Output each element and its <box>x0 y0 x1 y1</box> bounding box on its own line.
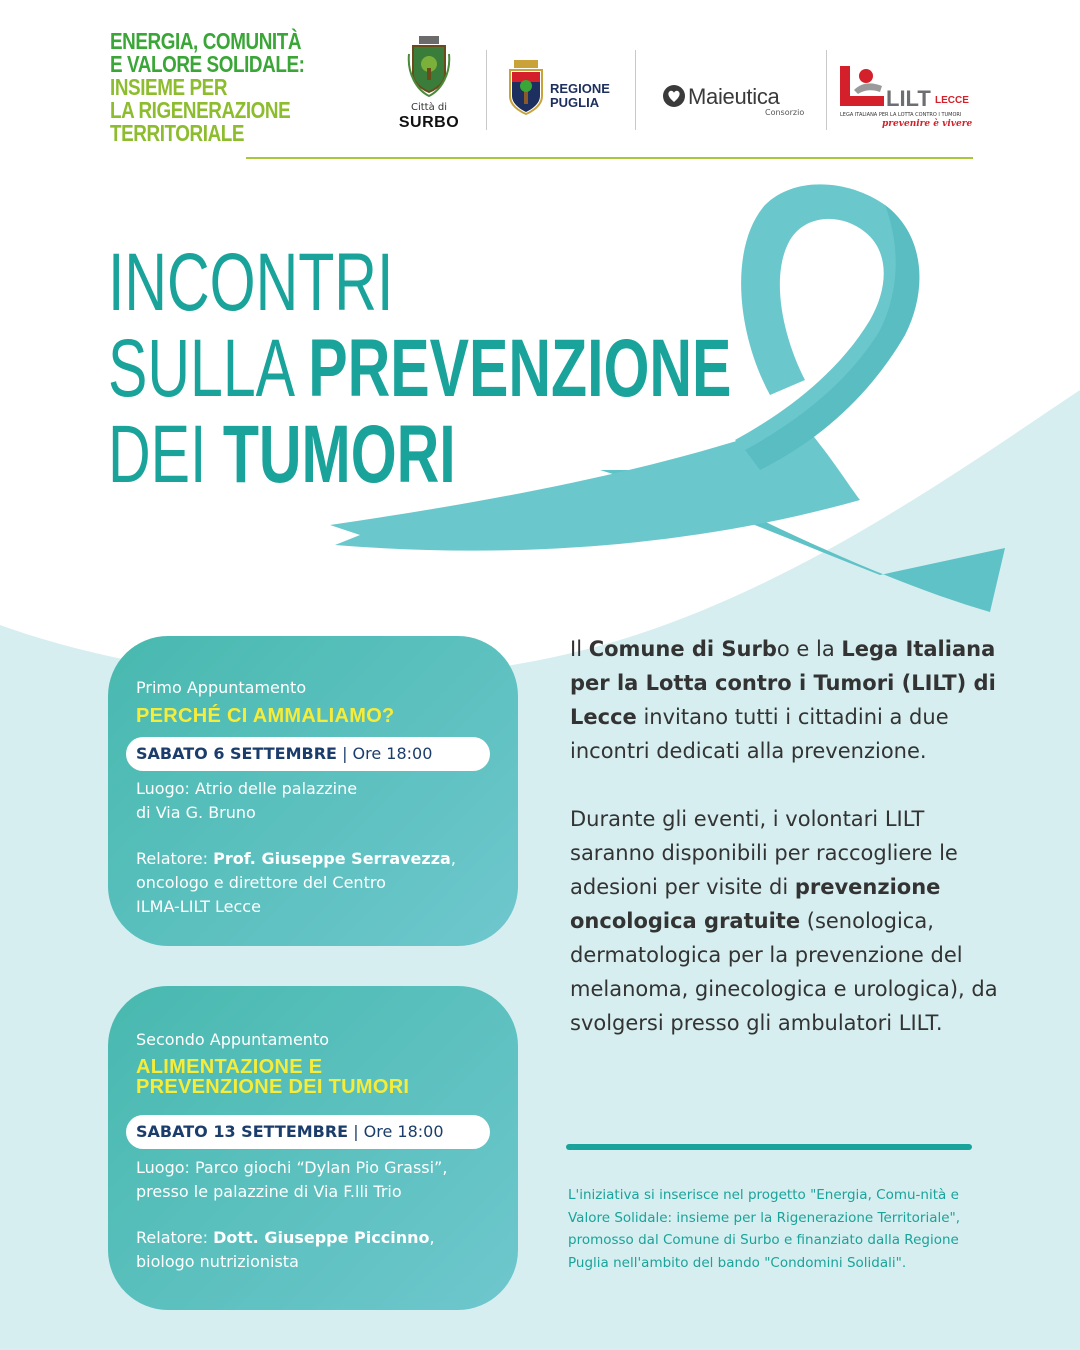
maieutica-heart-icon <box>662 84 686 108</box>
project-title-line: ENERGIA, COMUNITÀ <box>110 28 302 54</box>
main-title <box>108 237 732 500</box>
lilt-subtitle: LEGA ITALIANA PER LA LOTTA CONTRO I TUMORI <box>840 112 962 118</box>
title-bold: PREVENZIONE <box>308 323 732 414</box>
project-title <box>110 30 305 145</box>
title-line: INCONTRI <box>108 237 394 328</box>
project-note: L'iniziativa si inserisce nel progetto "Energia, Comu-nità e Valore Solidale: insieme per la Rigenerazione Territoriale", promosso dal Comune di Surbo e finanziato dalla Regione Puglia nell'ambito del bando "Condomini Solidali". <box>568 1187 961 1271</box>
logo-separator <box>635 50 636 130</box>
event-place-line: Luogo: Parco giochi “Dylan Pio Grassi”, <box>136 1158 448 1177</box>
lilt-city: LECCE <box>935 95 969 106</box>
project-title-line: LA RIGENERAZIONE <box>110 97 291 123</box>
event-card-first <box>108 636 518 946</box>
event-date-pill <box>126 737 490 771</box>
text-run-bold: Comune di Surb <box>588 637 777 661</box>
event-place-line: presso le palazzine di Via F.lli Trio <box>136 1182 402 1201</box>
title-thin: DEI <box>108 409 223 500</box>
event-time: | Ore 18:00 <box>336 744 433 763</box>
event-card-second <box>108 986 518 1310</box>
event-topic: ALIMENTAZIONE E <box>136 1056 323 1078</box>
logo-separator <box>486 50 487 130</box>
text-run: invitano tutti i cittadini a due incontri dedicati alla prevenzione. <box>570 705 949 763</box>
text-divider <box>566 1144 972 1150</box>
speaker-role: oncologo e direttore del Centro <box>136 873 386 892</box>
text-run: (senologica, dermatologica per la prevenzione del melanoma, ginecologica e urologica), da svolgersi presso gli ambulatori LILT. <box>570 909 998 1035</box>
speaker-name: Prof. Giuseppe Serravezza <box>213 849 451 868</box>
title-bold: TUMORI <box>222 409 456 500</box>
event-time: | Ore 18:00 <box>348 1122 444 1141</box>
event-kicker: Secondo Appuntamento <box>136 1030 330 1049</box>
event-kicker: Primo Appuntamento <box>136 678 307 697</box>
maieutica-sub: Consorzio <box>765 108 805 117</box>
header-divider <box>246 157 973 159</box>
surbo-name: SURBO <box>398 114 460 131</box>
regione-puglia-text <box>550 82 610 110</box>
project-title-line: INSIEME PER <box>110 74 228 100</box>
puglia-emblem-icon <box>508 60 544 116</box>
event-place-line: Luogo: Atrio delle palazzine <box>136 779 358 798</box>
event-date: SABATO 6 SETTEMBRE <box>136 744 337 763</box>
speaker-prefix: Relatore: <box>136 849 214 868</box>
project-title-line: E VALORE SOLIDALE: <box>110 51 305 77</box>
maieutica-name: Maieutica <box>688 84 780 109</box>
event-speaker <box>136 847 456 919</box>
event-place <box>136 1156 447 1204</box>
lilt-logo-icon <box>836 62 890 112</box>
speaker-role: ILMA-LILT Lecce <box>136 897 261 916</box>
puglia-line: PUGLIA <box>550 95 600 110</box>
title-thin: SULLA <box>108 323 309 414</box>
coat-of-arms-icon <box>407 34 451 98</box>
event-topic: PERCHÉ CI AMMALIAMO? <box>136 705 395 727</box>
lilt-name: LILT <box>886 86 931 111</box>
text-run-bold: prevenzione oncologica gratuite <box>570 875 941 933</box>
puglia-line: REGIONE <box>550 81 610 96</box>
event-place-line: di Via G. Bruno <box>136 803 256 822</box>
event-speaker <box>136 1226 435 1274</box>
event-topic: PREVENZIONE DEI TUMORI <box>136 1076 410 1098</box>
text-run: Durante gli eventi, i volontari LILT saranno disponibili per raccogliere le adesioni per visite di <box>570 807 958 899</box>
event-date: SABATO 13 SETTEMBRE <box>136 1122 349 1141</box>
speaker-suffix: , <box>429 1228 435 1247</box>
intro-paragraph <box>570 632 1000 768</box>
speaker-name: Dott. Giuseppe Piccinno <box>213 1228 430 1247</box>
intro-text <box>570 632 1000 1040</box>
intro-paragraph <box>570 802 1000 1040</box>
speaker-suffix: , <box>450 849 456 868</box>
text-run: o e la <box>776 637 842 661</box>
event-place <box>136 777 357 825</box>
surbo-caption: Città di <box>410 102 448 113</box>
speaker-role: biologo nutrizionista <box>136 1252 299 1271</box>
text-run: Il <box>570 637 589 661</box>
logo-separator <box>826 50 827 130</box>
surbo-logo <box>394 34 464 132</box>
speaker-prefix: Relatore: <box>136 1228 214 1247</box>
lilt-slogan: prevenire è vivere <box>882 119 973 129</box>
event-date-pill <box>126 1115 490 1149</box>
text-run-bold: Lega Italiana per la Lotta contro i Tumori (LILT) di Lecce <box>570 637 996 729</box>
project-title-line: TERRITORIALE <box>110 120 245 146</box>
